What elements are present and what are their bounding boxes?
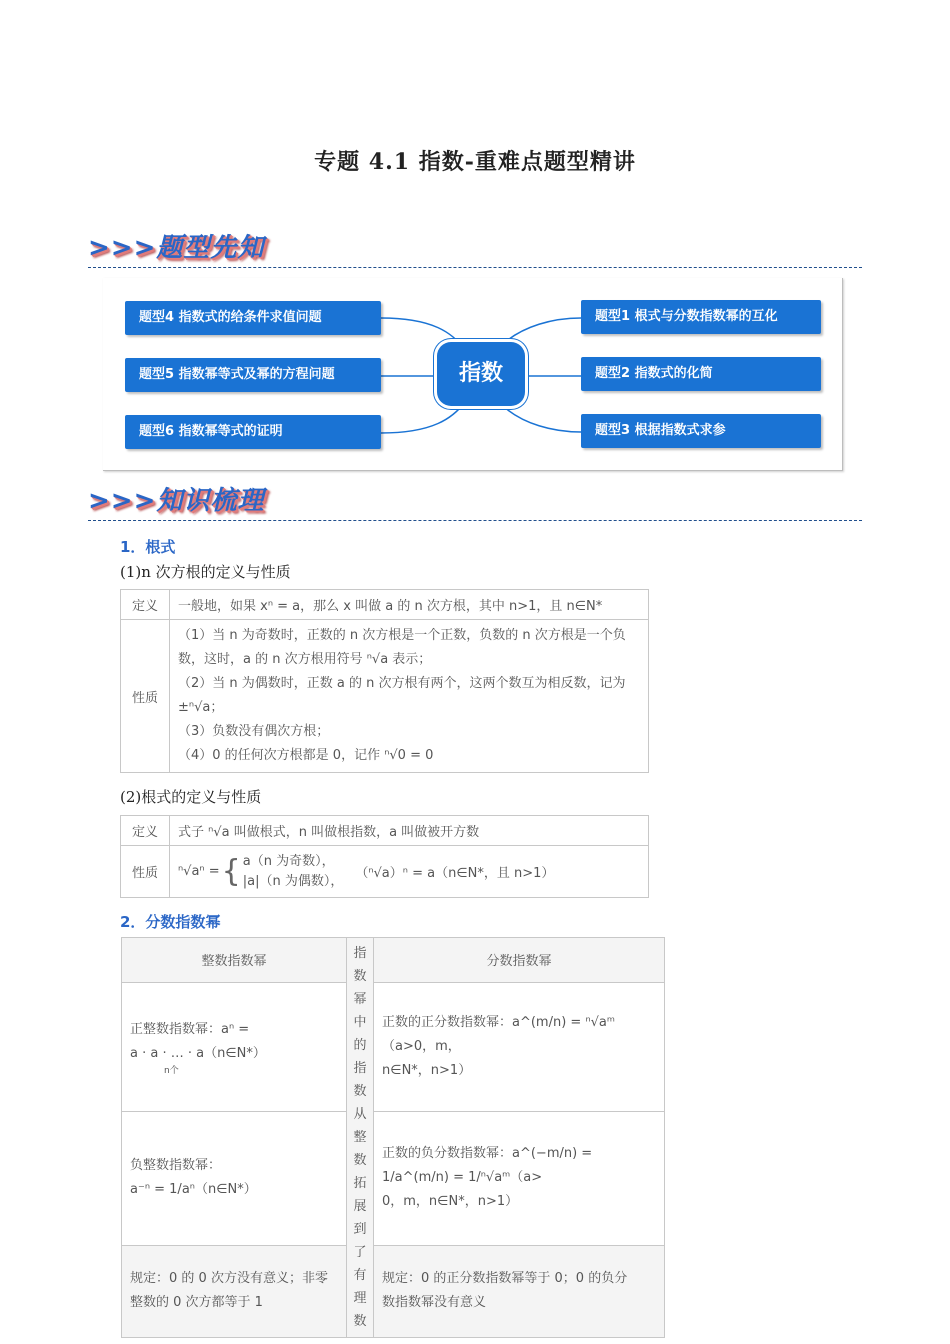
node-type-2: 题型2 指数式的化简 — [581, 357, 821, 391]
header-fractional-exponent: 分数指数幂 — [374, 938, 665, 983]
cell-prop-label: 性质 — [121, 846, 170, 898]
prop-line: （4）0 的任何次方根都是 0，记作 ⁿ√0 = 0 — [178, 748, 434, 763]
text-line: 数指数幂没有意义 — [382, 1295, 487, 1311]
banner-question-types: >>>题型先知 — [88, 233, 265, 263]
brace-icon: { — [221, 853, 241, 889]
cell-negative-integer — [122, 1111, 347, 1245]
cell-prop-label: 性质 — [121, 620, 170, 773]
formula-case-odd: a（n 为奇数）， — [242, 853, 335, 869]
prop-line: （2）当 n 为偶数时，正数 a 的 n 次方根有两个，这两个数互为相反数，记为 — [178, 676, 626, 691]
table-exponents — [121, 937, 665, 1338]
prop-line: （3）负数没有偶次方根； — [178, 724, 330, 739]
cell-def-label: 定义 — [121, 590, 170, 620]
text-line: n∈N*，n>1） — [382, 1062, 472, 1078]
page-title: 专题 4.1 指数-重难点题型精讲 — [314, 149, 636, 175]
header-integer-exponent: 整数指数幂 — [122, 938, 347, 983]
divider — [88, 267, 862, 268]
subheading-radical-def: (2)根式的定义与性质 — [120, 788, 262, 806]
cell-positive-integer — [122, 982, 347, 1111]
cell-zero-rule-integer — [122, 1245, 347, 1337]
node-type-1: 题型1 根式与分数指数幂的互化 — [581, 300, 821, 334]
node-type-3: 题型3 根据指数式求参 — [581, 414, 821, 448]
text-line: 整数的 0 次方都等于 1 — [130, 1295, 263, 1311]
banner-knowledge: >>>知识梳理 — [88, 486, 265, 516]
cell-prop-formula — [170, 846, 649, 898]
node-type-4: 题型4 指数式的给条件求值问题 — [125, 301, 381, 335]
mindmap-center: 指数 — [437, 342, 525, 406]
cell-props — [170, 620, 649, 773]
text-line: 正数的负分数指数幂：a^(−m/n) = 1/a^(m/n) = 1/ⁿ√aᵐ（a> — [382, 1146, 593, 1186]
underbrace-label: n个 — [164, 1065, 179, 1076]
text-line: 正整数指数幂：aⁿ = — [130, 1021, 250, 1037]
cell-middle-note: 指数幂中的指数从整数拓展到了有理数 — [347, 938, 374, 1338]
node-type-5: 题型5 指数幂等式及幂的方程问题 — [125, 358, 381, 392]
divider — [88, 520, 862, 521]
text-line: a⁻ⁿ = 1/aⁿ（n∈N*） — [130, 1182, 257, 1198]
table-nth-root — [120, 589, 649, 773]
text-line: a · a · … · a（n∈N*） — [130, 1045, 266, 1061]
formula-case-even: |a|（n 为偶数）， — [242, 873, 344, 889]
prop-line: 数，这时，a 的 n 次方根用符号 ⁿ√a 表示； — [178, 652, 432, 667]
prop-line: ±ⁿ√a； — [178, 700, 224, 715]
text-line: 正数的正分数指数幂：a^(m/n) = ⁿ√aᵐ（a>0，m， — [382, 1014, 615, 1054]
node-type-6: 题型6 指数幂等式的证明 — [125, 415, 381, 449]
subheading-nth-root: (1)n 次方根的定义与性质 — [120, 563, 291, 581]
cell-zero-rule-fractional — [374, 1245, 665, 1337]
text-line: 规定：0 的正分数指数幂等于 0；0 的负分 — [382, 1271, 628, 1287]
cell-def-text: 一般地，如果 xⁿ = a，那么 x 叫做 a 的 n 次方根，其中 n>1，且 n∈N* — [170, 590, 649, 620]
cell-negative-fractional — [374, 1111, 665, 1245]
section-heading-fractional: 2．分数指数幂 — [120, 913, 221, 931]
cell-def-label: 定义 — [121, 816, 170, 846]
section-heading-radicals: 1．根式 — [120, 538, 176, 556]
formula-rhs: （ⁿ√a）ⁿ = a（n∈N*，且 n>1） — [355, 866, 555, 881]
prop-line: （1）当 n 为奇数时，正数的 n 次方根是一个正数，负数的 n 次方根是一个负 — [178, 628, 626, 643]
table-radical — [120, 815, 649, 898]
text-line: 规定：0 的 0 次方没有意义；非零 — [130, 1271, 328, 1287]
cell-def-text: 式子 ⁿ√a 叫做根式，n 叫做根指数，a 叫做被开方数 — [170, 816, 649, 846]
text-line: 负整数指数幂： — [130, 1158, 222, 1174]
text-line: 0，m，n∈N*，n>1） — [382, 1194, 519, 1210]
cell-positive-fractional — [374, 982, 665, 1111]
formula-lhs: ⁿ√aⁿ = — [178, 864, 220, 879]
